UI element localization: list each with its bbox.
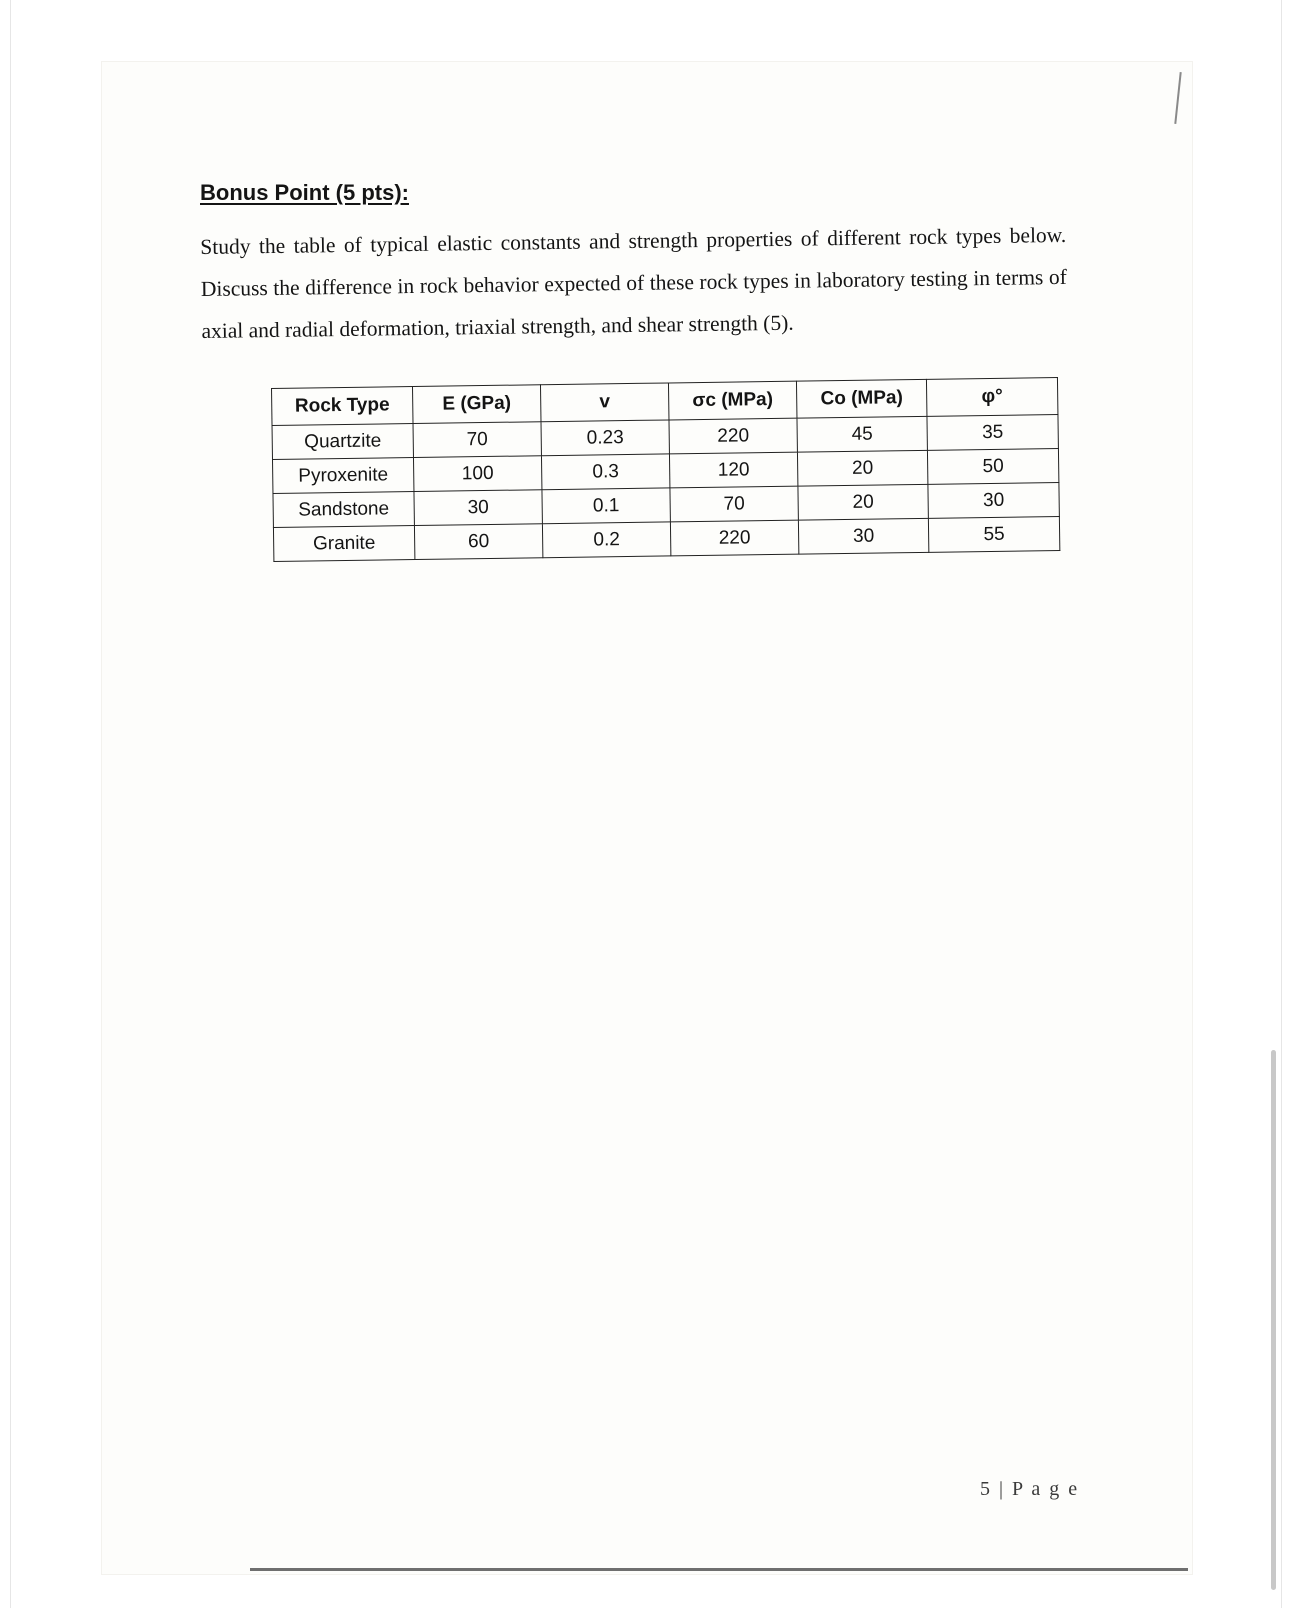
table-cell: 120 <box>669 452 797 488</box>
table-cell: 20 <box>797 450 927 486</box>
table-cell: Pyroxenite <box>272 458 413 494</box>
table-cell: 35 <box>927 415 1058 451</box>
table-cell: 50 <box>927 449 1058 485</box>
section-heading: Bonus Point (5 pts): <box>200 180 409 205</box>
header-cohesion: Co (MPa) <box>796 379 927 418</box>
table-cell: 100 <box>413 456 541 492</box>
vertical-scrollbar[interactable] <box>1271 1050 1276 1590</box>
page-number: 5 | P a g e <box>980 1478 1080 1500</box>
table-cell: 220 <box>669 418 797 454</box>
table-cell: 0.2 <box>542 522 670 558</box>
table-cell: 30 <box>414 490 542 526</box>
header-friction-angle: φ° <box>926 378 1058 417</box>
table-cell: Quartzite <box>272 424 413 460</box>
table-cell: 45 <box>797 416 927 452</box>
table-cell: 70 <box>670 486 798 522</box>
table-cell: 0.1 <box>542 488 670 524</box>
table-cell: Granite <box>273 526 414 562</box>
table-cell: 0.23 <box>541 420 669 456</box>
table-cell: 220 <box>670 520 798 556</box>
header-rock-type: Rock Type <box>272 387 414 426</box>
header-compressive-strength: σc (MPa) <box>668 381 797 420</box>
table-cell: 70 <box>413 422 541 458</box>
table-cell: Sandstone <box>273 492 414 528</box>
table-cell: 0.3 <box>541 454 669 490</box>
header-youngs-modulus: E (GPa) <box>412 385 541 424</box>
question-paragraph: Study the table of typical elastic constants and strength properties of different rock types below. Discuss the difference in rock behavior expected of these rock types in laboratory testing in terms of axial and radial deformation, triaxial strength, and shear strength (5). <box>200 222 1067 343</box>
header-poissons-ratio: v <box>540 383 669 422</box>
table-cell: 55 <box>928 517 1059 553</box>
table-cell: 30 <box>798 518 928 554</box>
table-cell: 30 <box>928 483 1059 519</box>
table-cell: 20 <box>798 484 928 520</box>
page-edge-shadow <box>250 1568 1188 1571</box>
table-cell: 60 <box>414 524 542 560</box>
rock-properties-table <box>271 377 1060 562</box>
